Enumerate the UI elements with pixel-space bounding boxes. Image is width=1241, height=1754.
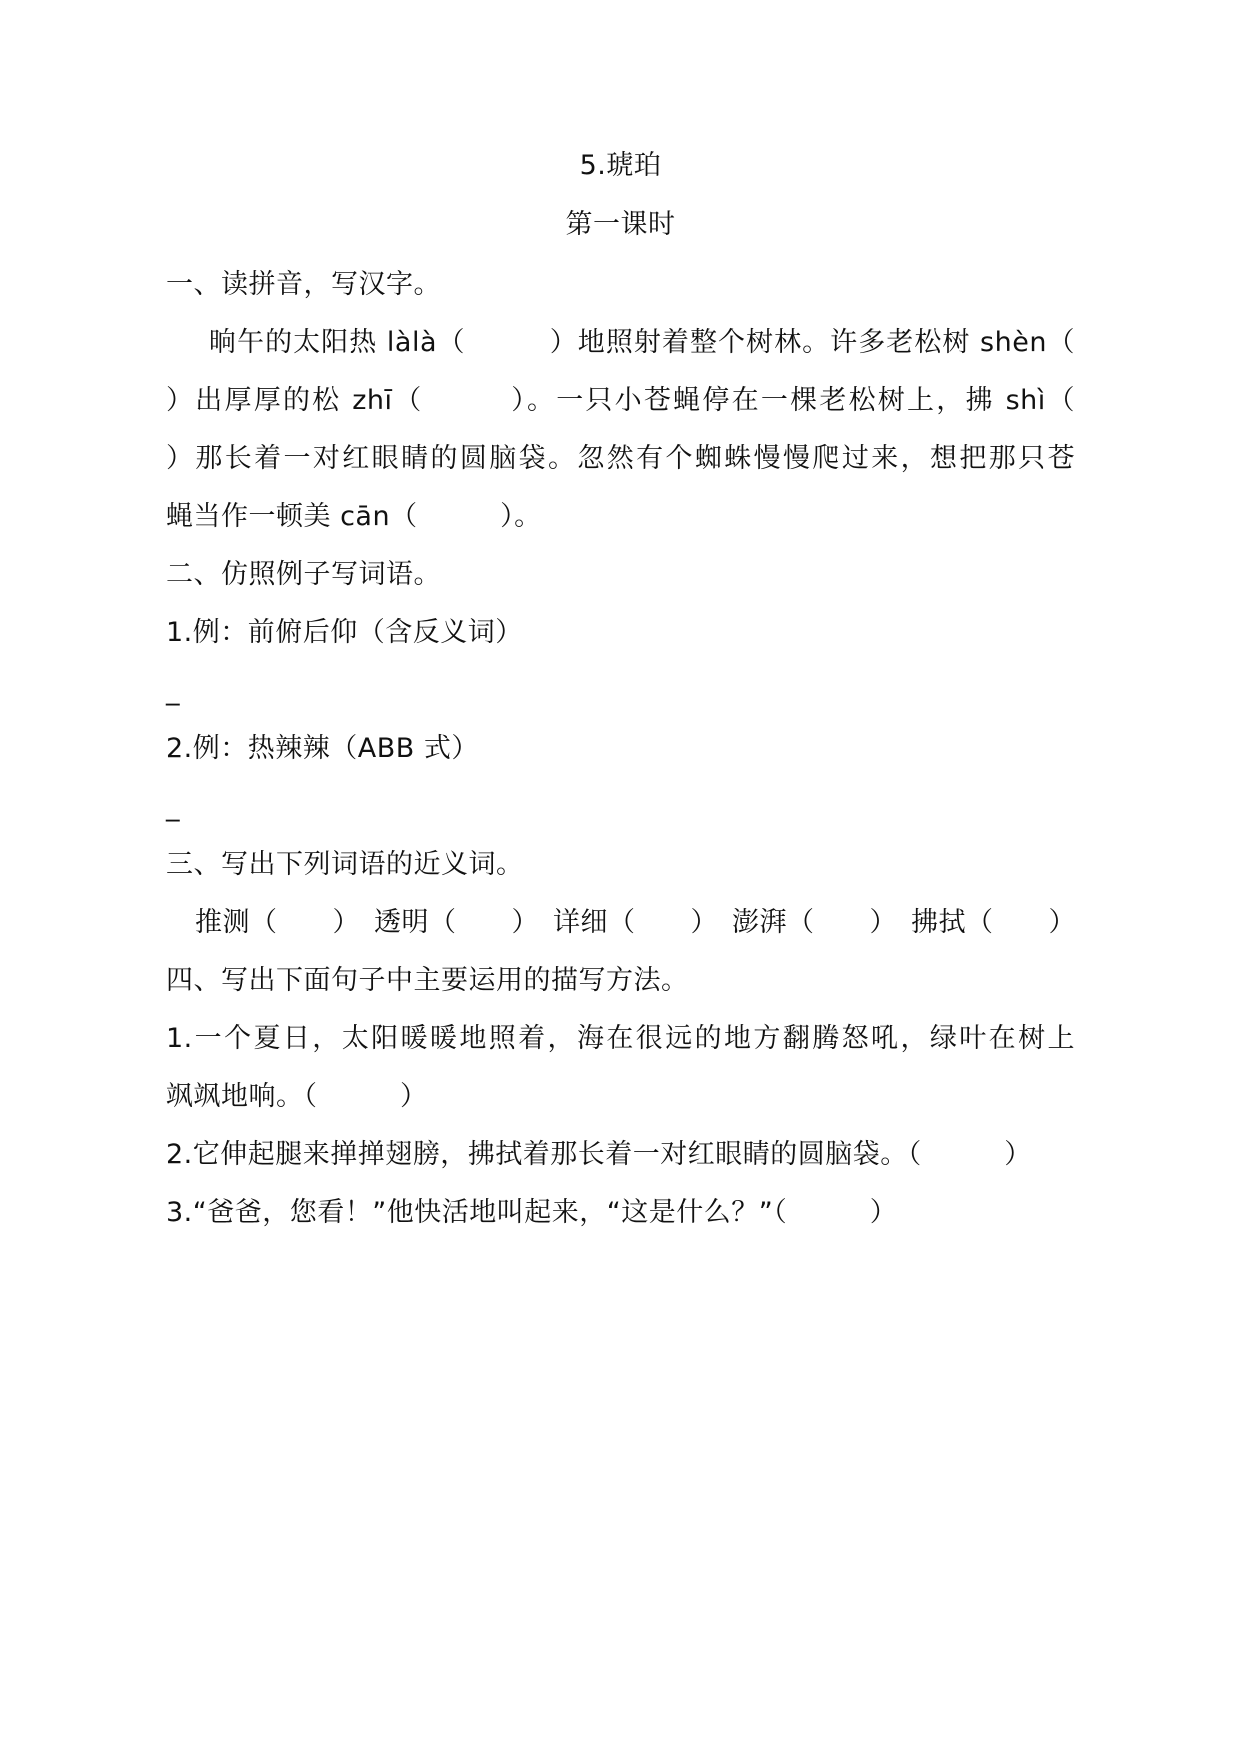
- section-2-answer-blank-2: _: [166, 791, 180, 822]
- section-4-heading: 四、写出下面句子中主要运用的描写方法。: [166, 965, 689, 996]
- section-4-question-2: 2.它伸起腿来掸掸翅膀，拂拭着那长着一对红眼睛的圆脑袋。（ ）: [166, 1139, 1032, 1170]
- section-1-line-4: 蝇当作一顿美 cān（ ）。: [166, 501, 542, 532]
- lesson-subtitle: 第一课时: [565, 209, 676, 240]
- section-1-line-1: 晌午的太阳热 làlà（ ）地照射着整个树林。许多老松树 shèn（: [209, 327, 1075, 358]
- section-3-synonym-words: 推测（ ） 透明（ ） 详细（ ） 澎湃（ ） 拂拭（ ）: [195, 907, 1076, 938]
- section-2-example-1: 1.例：前俯后仰（含反义词）: [166, 617, 523, 648]
- section-1-heading: 一、读拼音，写汉字。: [166, 269, 441, 300]
- section-4-question-1-line-1: 1.一个夏日，太阳暖暖地照着，海在很远的地方翻腾怒吼，绿叶在树上: [166, 1023, 1075, 1054]
- section-4-question-1-line-2: 飒飒地响。（ ）: [166, 1081, 428, 1112]
- section-2-heading: 二、仿照例子写词语。: [166, 559, 441, 590]
- section-3-heading: 三、写出下列词语的近义词。: [166, 849, 524, 880]
- lesson-title: 5.琥珀: [579, 150, 662, 181]
- section-1-line-2: ）出厚厚的松 zhī（ ）。一只小苍蝇停在一棵老松树上，拂 shì（: [166, 385, 1075, 416]
- section-2-answer-blank-1: _: [166, 675, 180, 706]
- section-2-example-2: 2.例：热辣辣（ABB 式）: [166, 733, 479, 764]
- section-1-line-3: ）那长着一对红眼睛的圆脑袋。忽然有个蜘蛛慢慢爬过来，想把那只苍: [166, 443, 1075, 474]
- section-4-question-3: 3.“爸爸，您看！”他快活地叫起来，“这是什么？”（ ）: [166, 1197, 898, 1228]
